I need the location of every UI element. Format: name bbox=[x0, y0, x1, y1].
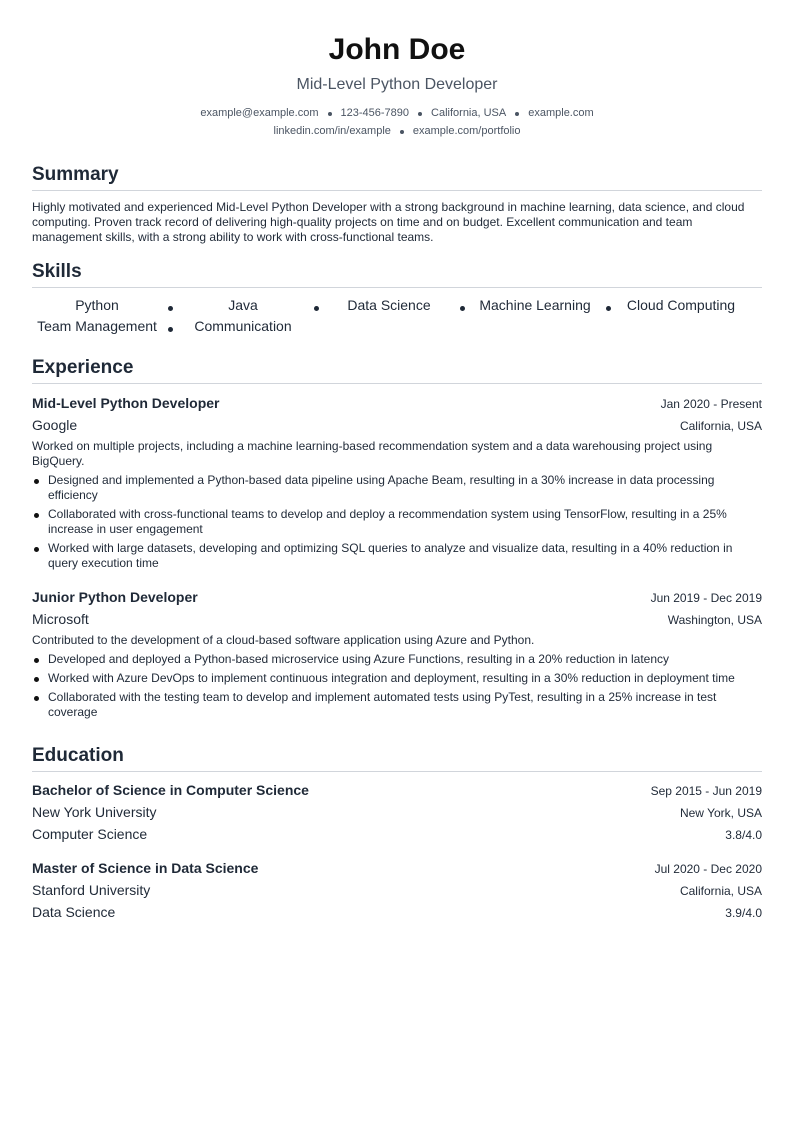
summary-heading: Summary bbox=[32, 163, 762, 191]
resume-header bbox=[32, 0, 762, 140]
education-entry bbox=[32, 780, 762, 846]
separator-dot bbox=[418, 112, 422, 116]
separator-dot bbox=[328, 112, 332, 116]
separator-dot bbox=[515, 112, 519, 116]
skill-label: Java bbox=[228, 297, 258, 313]
edu-degree: Master of Science in Data Science bbox=[32, 860, 259, 876]
edu-gpa: 3.9/4.0 bbox=[725, 906, 762, 920]
edu-degree: Bachelor of Science in Computer Science bbox=[32, 782, 309, 798]
job-bullet bbox=[32, 671, 762, 686]
candidate-title: Mid-Level Python Developer bbox=[296, 76, 498, 93]
edu-degree-row bbox=[32, 858, 762, 880]
candidate-name: John Doe bbox=[328, 33, 466, 66]
edu-dates: Sep 2015 - Jun 2019 bbox=[650, 784, 762, 798]
job-bullets bbox=[32, 652, 762, 720]
bullet-text: Worked with Azure DevOps to implement continuous integration and deployment, resulting in a 30% reduction in deployment time bbox=[48, 671, 735, 685]
edu-field: Computer Science bbox=[32, 826, 148, 842]
edu-field-row bbox=[32, 824, 762, 846]
job-entry bbox=[32, 393, 762, 571]
job-header-row bbox=[32, 393, 762, 415]
edu-location: California, USA bbox=[679, 884, 762, 898]
skill-item bbox=[616, 295, 746, 316]
separator-dot bbox=[606, 306, 611, 311]
experience-heading: Experience bbox=[32, 356, 762, 384]
skill-item bbox=[32, 295, 162, 316]
bullet-dot bbox=[34, 696, 39, 701]
education-section bbox=[32, 744, 762, 924]
bullet-dot bbox=[34, 658, 39, 663]
job-company-row bbox=[32, 415, 762, 437]
skill-item bbox=[178, 295, 308, 316]
edu-school-row bbox=[32, 880, 762, 902]
skill-item bbox=[32, 316, 162, 337]
skill-label: Team Management bbox=[37, 318, 157, 334]
edu-field: Data Science bbox=[32, 904, 116, 920]
separator-dot bbox=[168, 306, 173, 311]
job-location: Washington, USA bbox=[667, 613, 762, 627]
job-title: Junior Python Developer bbox=[32, 589, 198, 605]
skills-section bbox=[32, 260, 762, 337]
experience-section bbox=[32, 356, 762, 720]
education-heading: Education bbox=[32, 744, 762, 772]
job-company: Google bbox=[32, 417, 78, 433]
contact-phone[interactable]: 123-456-7890 bbox=[340, 107, 410, 119]
skill-item bbox=[178, 316, 308, 337]
contact-line-2 bbox=[32, 122, 762, 140]
education-entry bbox=[32, 858, 762, 924]
job-bullet bbox=[32, 690, 762, 720]
skill-label: Data Science bbox=[347, 297, 431, 313]
bullet-dot bbox=[34, 677, 39, 682]
edu-degree-row bbox=[32, 780, 762, 802]
bullet-text: Collaborated with the testing team to develop and implement automated tests using PyTest, resulting in a 25% increase in test coverage bbox=[48, 690, 717, 719]
contact-line-1 bbox=[32, 104, 762, 122]
skill-item bbox=[324, 295, 454, 316]
edu-location: New York, USA bbox=[679, 806, 762, 820]
edu-dates: Jul 2020 - Dec 2020 bbox=[654, 862, 762, 876]
job-title: Mid-Level Python Developer bbox=[32, 395, 220, 411]
skill-item bbox=[470, 295, 600, 316]
bullet-text: Designed and implemented a Python-based data pipeline using Apache Beam, resulting in a 30% increase in data processing efficiency bbox=[48, 473, 715, 502]
bullet-text: Collaborated with cross-functional teams to develop and deploy a recommendation system using TensorFlow, resulting in a 25% increase in user engagement bbox=[48, 507, 727, 536]
skill-label: Machine Learning bbox=[479, 297, 591, 313]
skills-heading: Skills bbox=[32, 260, 762, 288]
contact-location: California, USA bbox=[431, 107, 507, 119]
bullet-text: Worked with large datasets, developing and optimizing SQL queries to analyze and visualize data, resulting in a 40% reduction in query execution time bbox=[48, 541, 733, 570]
contact-portfolio[interactable]: example.com/portfolio bbox=[412, 125, 521, 137]
separator-dot bbox=[314, 306, 319, 311]
bullet-dot bbox=[34, 547, 39, 552]
edu-school: Stanford University bbox=[32, 882, 151, 898]
job-bullets bbox=[32, 473, 762, 571]
edu-school: New York University bbox=[32, 804, 157, 820]
separator-dot bbox=[168, 327, 173, 332]
bullet-text: Developed and deployed a Python-based microservice using Azure Functions, resulting in a 20% reduction in latency bbox=[48, 652, 670, 666]
job-company-row bbox=[32, 609, 762, 631]
bullet-dot bbox=[34, 479, 39, 484]
separator-dot bbox=[460, 306, 465, 311]
job-bullet bbox=[32, 507, 762, 537]
job-bullet bbox=[32, 541, 762, 571]
contact-website[interactable]: example.com bbox=[528, 107, 594, 119]
contact-email[interactable]: example@example.com bbox=[200, 107, 319, 119]
contact-linkedin[interactable]: linkedin.com/in/example bbox=[273, 125, 391, 137]
summary-section bbox=[32, 163, 762, 245]
job-company: Microsoft bbox=[32, 611, 89, 627]
job-bullet bbox=[32, 652, 762, 667]
bullet-dot bbox=[34, 513, 39, 518]
job-dates: Jan 2020 - Present bbox=[660, 397, 762, 411]
skill-label: Python bbox=[75, 297, 119, 313]
job-description: Worked on multiple projects, including a machine learning-based recommendation system and a data warehousing project using BigQuery. bbox=[32, 439, 713, 468]
job-description: Contributed to the development of a cloud-based software application using Azure and Python. bbox=[32, 633, 535, 647]
edu-field-row bbox=[32, 902, 762, 924]
job-header-row bbox=[32, 587, 762, 609]
summary-text: Highly motivated and experienced Mid-Level Python Developer with a strong background in machine learning, data science, and cloud computing. Proven track record of delivering high-quality projects on time and on budget. Excellent communication and team management skills, with a strong ability to work with cross-functional teams. bbox=[32, 200, 745, 244]
job-entry bbox=[32, 587, 762, 720]
separator-dot bbox=[400, 130, 404, 134]
edu-gpa: 3.8/4.0 bbox=[725, 828, 762, 842]
edu-school-row bbox=[32, 802, 762, 824]
job-location: California, USA bbox=[679, 419, 762, 433]
skill-label: Cloud Computing bbox=[626, 297, 736, 313]
skill-label: Communication bbox=[194, 318, 292, 334]
job-dates: Jun 2019 - Dec 2019 bbox=[650, 591, 762, 605]
job-bullet bbox=[32, 473, 762, 503]
skills-list bbox=[32, 295, 762, 337]
